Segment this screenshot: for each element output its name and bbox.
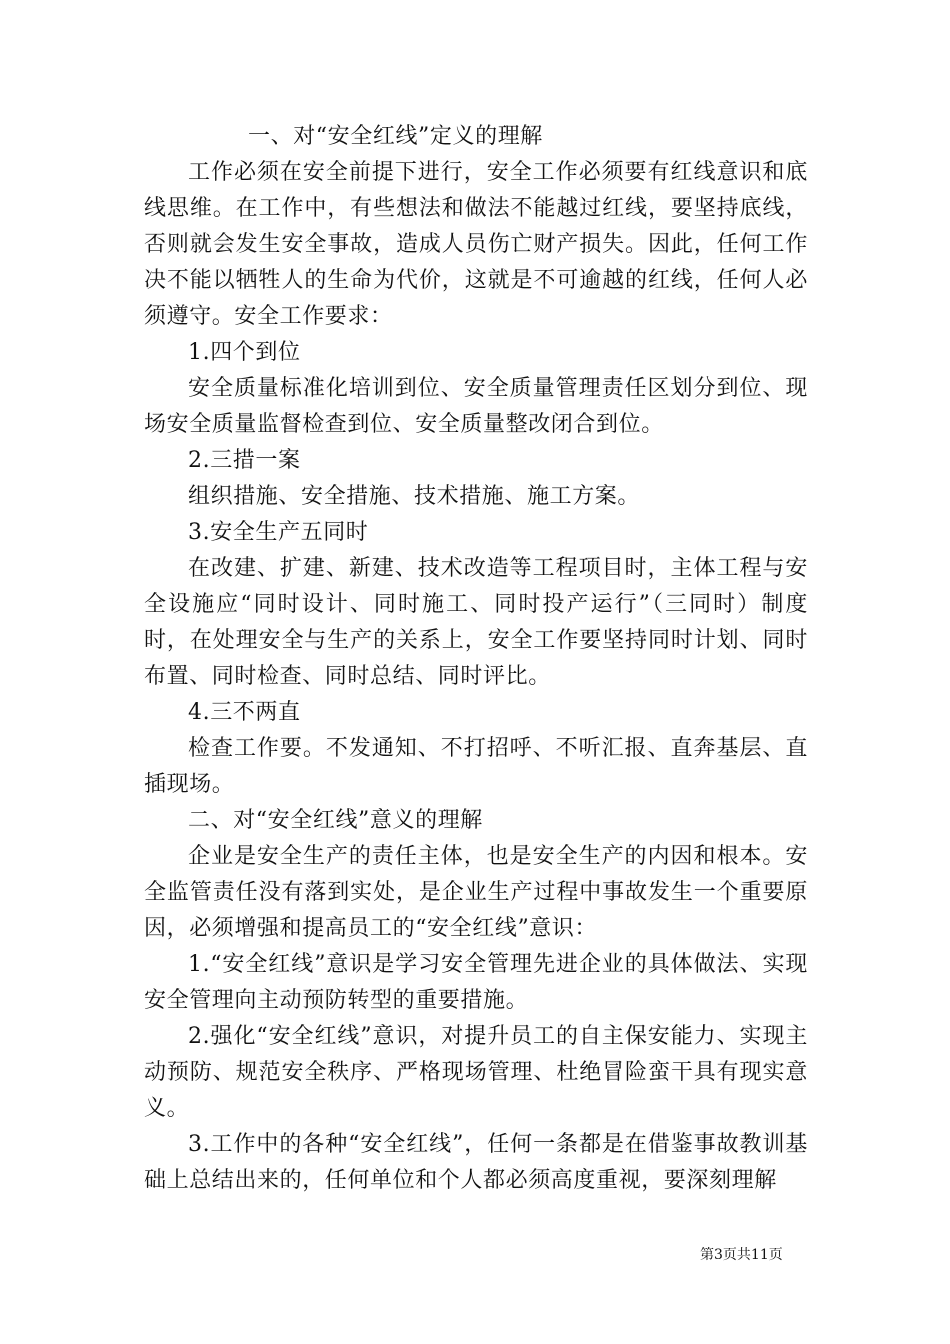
- section-heading-significance: 二、对“安全红线”意义的理解: [188, 808, 483, 833]
- paragraph-intro: 工作必须在安全前提下进行，安全工作必须要有红线意识和底线思维。在工作中，有些想法和做法不能越过红线，要坚持底线，否则就会发生安全事故，造成人员伤亡财产损失。因此，任何工作决不能以牺牲人的生命为代价，这就是不可逾越的红线，任何人必须遵守。安全工作要求：: [144, 160, 808, 329]
- paragraph-five-simultaneous: 在改建、扩建、新建、技术改造等工程项目时，主体工程与安全设施应“同时设计、同时施工、同时投产运行”（三同时）制度时，在处理安全与生产的关系上，安全工作要坚持同时计划、同时布置、同时检查、同时总结、同时评比。: [144, 556, 808, 689]
- subheading-three-measures: 2.三措一案: [188, 448, 301, 473]
- paragraph-three-measures: 组织措施、安全措施、技术措施、施工方案。: [188, 484, 641, 509]
- subheading-four-in-place: 1.四个到位: [188, 340, 301, 365]
- section-heading-definition: 一、对“安全红线”定义的理解: [248, 124, 543, 149]
- subheading-three-no-two-direct: 4.三不两直: [188, 700, 301, 725]
- paragraph-four-in-place: 安全质量标准化培训到位、安全质量管理责任区划分到位、现场安全质量监督检查到位、安全质量整改闭合到位。: [144, 376, 808, 437]
- document-body: [144, 119, 808, 1199]
- paragraph-three-no-two-direct: 检查工作要。不发通知、不打招呼、不听汇报、直奔基层、直插现场。: [144, 736, 808, 797]
- paragraph-significance: 企业是安全生产的责任主体，也是安全生产的内因和根本。安全监管责任没有落到实处，是企业生产过程中事故发生一个重要原因，必须增强和提高员工的“安全红线”意识：: [144, 844, 808, 941]
- paragraph-point-2: 2.强化“安全红线”意识，对提升员工的自主保安能力、实现主动预防、规范安全秩序、严格现场管理、杜绝冒险蛮干具有现实意义。: [144, 1024, 808, 1121]
- subheading-five-simultaneous: 3.安全生产五同时: [188, 520, 369, 545]
- page-number: 第3页共11页: [700, 1247, 783, 1263]
- paragraph-point-3: 3.工作中的各种“安全红线”，任何一条都是在借鉴事故教训基础上总结出来的，任何单位和个人都必须高度重视，要深刻理解: [144, 1132, 808, 1193]
- paragraph-point-1: 1.“安全红线”意识是学习安全管理先进企业的具体做法、实现安全管理向主动预防转型的重要措施。: [144, 952, 808, 1013]
